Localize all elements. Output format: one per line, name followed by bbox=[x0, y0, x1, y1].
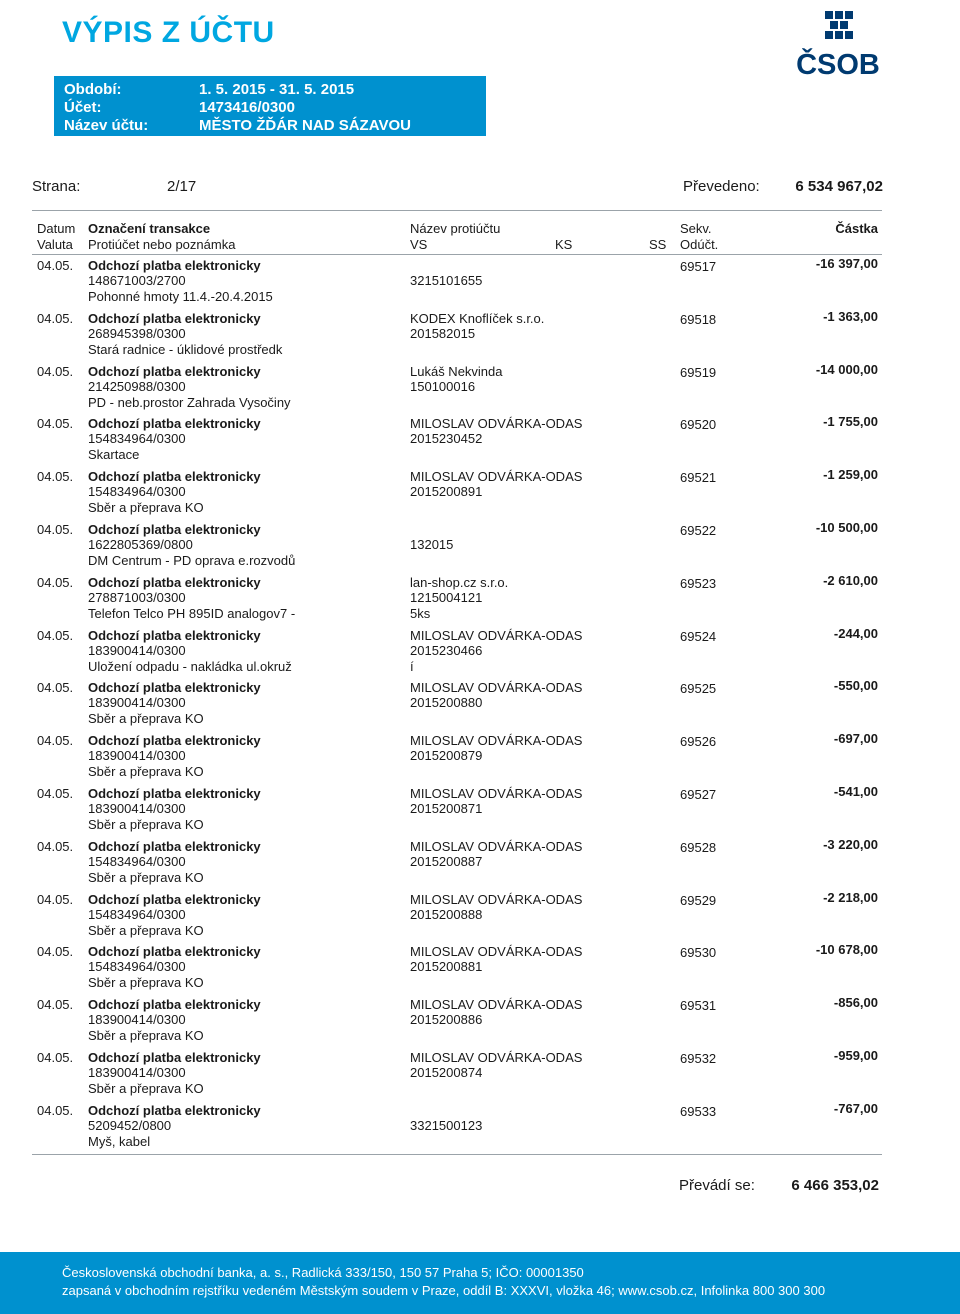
row-counterparty-name: MILOSLAV ODVÁRKA-ODAS bbox=[410, 469, 583, 485]
row-transaction-type: Odchozí platba elektronicky bbox=[88, 1102, 261, 1118]
table-divider-end bbox=[32, 1154, 882, 1155]
row-counterparty-name: MILOSLAV ODVÁRKA-ODAS bbox=[410, 416, 583, 432]
carry-over-value: 6 534 967,02 bbox=[795, 178, 883, 195]
row-counter-account: 154834964/0300 bbox=[88, 959, 186, 975]
row-note: Sběr a přeprava KO bbox=[88, 975, 204, 991]
row-date: 04.05. bbox=[37, 310, 74, 326]
row-vs: 2015230452 bbox=[410, 431, 483, 447]
table-row bbox=[0, 995, 960, 1048]
table-row bbox=[0, 414, 960, 467]
row-amount: -16 397,00 bbox=[815, 256, 878, 271]
footer-line-2: zapsaná v obchodním rejstříku vedeném Městským soudem v Praze, oddíl B: XXXVI, vložka 46; www.csob.cz, Infolinka 800 300 300 bbox=[62, 1283, 826, 1298]
row-vs: 2015200888 bbox=[410, 906, 483, 922]
row-date: 04.05. bbox=[37, 891, 74, 907]
row-transaction-type: Odchozí platba elektronicky bbox=[88, 1049, 261, 1065]
row-counter-account: 183900414/0300 bbox=[88, 642, 186, 658]
row-transaction-type: Odchozí platba elektronicky bbox=[88, 521, 261, 537]
row-counterparty-name: MILOSLAV ODVÁRKA-ODAS bbox=[410, 785, 583, 801]
row-counter-account: 214250988/0300 bbox=[88, 378, 186, 394]
row-counter-account: 154834964/0300 bbox=[88, 906, 186, 922]
row-note: Stará radnice - úklidové prostředk bbox=[88, 341, 283, 357]
row-transaction-type: Odchozí platba elektronicky bbox=[88, 416, 261, 432]
row-amount: -1 755,00 bbox=[823, 414, 878, 430]
row-sequence: 69520 bbox=[680, 417, 717, 433]
row-date: 04.05. bbox=[37, 627, 74, 643]
row-counterparty-name: MILOSLAV ODVÁRKA-ODAS bbox=[410, 944, 583, 960]
row-date: 04.05. bbox=[37, 944, 74, 960]
row-counter-account: 5209452/0800 bbox=[88, 1117, 172, 1133]
row-amount: -3 220,00 bbox=[823, 836, 878, 852]
row-note: Sběr a přeprava KO bbox=[88, 1080, 204, 1096]
row-transaction-type: Odchozí platba elektronicky bbox=[88, 680, 261, 696]
row-date: 04.05. bbox=[37, 733, 74, 749]
col-sekv: Sekv. bbox=[680, 221, 712, 236]
row-sequence: 69523 bbox=[680, 575, 717, 591]
row-transaction-type: Odchozí platba elektronicky bbox=[88, 838, 261, 854]
row-amount: -10 678,00 bbox=[815, 942, 878, 958]
row-sequence: 69517 bbox=[680, 259, 717, 274]
row-transaction-type: Odchozí platba elektronicky bbox=[88, 997, 261, 1013]
row-sequence: 69524 bbox=[680, 628, 717, 644]
table-row bbox=[0, 520, 960, 573]
footer-line-1: Československá obchodní banka, a. s., Radlická 333/150, 150 57 Praha 5; IČO: 00001350 bbox=[62, 1265, 584, 1280]
account-info-box bbox=[54, 76, 486, 136]
row-note: Telefon Telco PH 895ID analogov7 - bbox=[88, 605, 296, 621]
row-amount: -14 000,00 bbox=[815, 361, 878, 377]
row-vs: 2015200880 bbox=[410, 695, 483, 711]
bank-footer bbox=[0, 1252, 960, 1314]
logo-text: ČSOB bbox=[796, 49, 880, 78]
row-vs: 2015200887 bbox=[410, 853, 483, 869]
account-row bbox=[64, 99, 295, 116]
table-row bbox=[0, 573, 960, 626]
row-counter-account: 154834964/0300 bbox=[88, 853, 186, 869]
table-row bbox=[0, 890, 960, 943]
row-vs: 3215101655 bbox=[410, 273, 483, 288]
row-note: Sběr a přeprava KO bbox=[88, 764, 204, 780]
row-vs: 2015200891 bbox=[410, 484, 483, 500]
row-vs: 2015200871 bbox=[410, 800, 483, 816]
table-row bbox=[0, 1101, 960, 1154]
col-protiucet: Protiúčet nebo poznámka bbox=[88, 237, 236, 252]
row-counterparty-name: lan-shop.cz s.r.o. bbox=[410, 574, 509, 590]
table-row bbox=[0, 626, 960, 679]
row-vs: 201582015 bbox=[410, 325, 476, 341]
period-value: 1. 5. 2015 - 31. 5. 2015 bbox=[199, 81, 355, 98]
row-counterparty-name: Lukáš Nekvinda bbox=[410, 363, 503, 379]
row-sequence: 69532 bbox=[680, 1050, 717, 1066]
document-title: VÝPIS Z ÚČTU bbox=[62, 16, 275, 49]
row-counter-account: 148671003/2700 bbox=[88, 273, 186, 288]
row-note: Sběr a přeprava KO bbox=[88, 816, 204, 832]
page-number: 2/17 bbox=[167, 178, 197, 195]
table-row bbox=[0, 362, 960, 415]
col-castka: Částka bbox=[835, 221, 878, 236]
account-name-value: MĚSTO ŽĎÁR NAD SÁZAVOU bbox=[199, 117, 411, 134]
col-nazev: Název protiúčtu bbox=[410, 221, 501, 236]
table-row bbox=[0, 1048, 960, 1101]
table-row bbox=[0, 784, 960, 837]
row-transaction-type: Odchozí platba elektronicky bbox=[88, 891, 261, 907]
row-note: Myš, kabel bbox=[88, 1133, 151, 1149]
account-value: 1473416/0300 bbox=[199, 99, 295, 116]
row-sequence: 69526 bbox=[680, 734, 717, 750]
row-sequence: 69527 bbox=[680, 786, 717, 802]
row-amount: -2 610,00 bbox=[823, 572, 878, 588]
row-note: Uložení odpadu - nakládka ul.okruž bbox=[88, 658, 292, 674]
account-label: Účet: bbox=[64, 99, 102, 116]
row-transaction-type: Odchozí platba elektronicky bbox=[88, 785, 261, 801]
row-counterparty-name: MILOSLAV ODVÁRKA-ODAS bbox=[410, 891, 583, 907]
header-divider-bottom bbox=[32, 254, 882, 255]
row-amount: -550,00 bbox=[833, 678, 878, 694]
row-vs: 150100016 bbox=[410, 378, 476, 394]
row-vs: 2015230466 bbox=[410, 642, 483, 658]
row-sequence: 69525 bbox=[680, 681, 717, 697]
row-amount: -2 218,00 bbox=[823, 889, 878, 905]
row-counter-account: 154834964/0300 bbox=[88, 431, 186, 447]
row-counterparty-name: MILOSLAV ODVÁRKA-ODAS bbox=[410, 997, 583, 1013]
row-sequence: 69519 bbox=[680, 364, 717, 380]
row-note: Sběr a přeprava KO bbox=[88, 1028, 204, 1044]
row-transaction-type: Odchozí platba elektronicky bbox=[88, 574, 261, 590]
row-vs: 2015200881 bbox=[410, 959, 483, 975]
row-sequence: 69533 bbox=[680, 1103, 717, 1119]
row-counter-account: 278871003/0300 bbox=[88, 589, 186, 605]
table-row bbox=[0, 837, 960, 890]
row-counter-account: 1622805369/0800 bbox=[88, 536, 193, 552]
table-row bbox=[0, 942, 960, 995]
row-note: Skartace bbox=[88, 447, 140, 463]
row-amount: -1 363,00 bbox=[823, 308, 878, 324]
table-row bbox=[0, 731, 960, 784]
period-label: Období: bbox=[64, 81, 122, 98]
row-amount: -959,00 bbox=[833, 1047, 878, 1063]
row-note: PD - neb.prostor Zahrada Vysočiny bbox=[88, 394, 291, 410]
row-amount: -244,00 bbox=[833, 625, 878, 641]
row-sequence: 69531 bbox=[680, 998, 717, 1014]
row-vs: 2015200874 bbox=[410, 1064, 483, 1080]
row-sequence: 69521 bbox=[680, 470, 717, 486]
row-transaction-type: Odchozí platba elektronicky bbox=[88, 733, 261, 749]
row-date: 04.05. bbox=[37, 838, 74, 854]
row-counterparty-name: MILOSLAV ODVÁRKA-ODAS bbox=[410, 838, 583, 854]
row-counter-account: 183900414/0300 bbox=[88, 1064, 186, 1080]
row-date: 04.05. bbox=[37, 521, 74, 537]
row-note-continued: í bbox=[410, 658, 414, 674]
row-note: DM Centrum - PD oprava e.rozvodů bbox=[88, 552, 296, 568]
row-date: 04.05. bbox=[37, 469, 74, 485]
row-amount: -856,00 bbox=[833, 995, 878, 1011]
col-ks: KS bbox=[555, 237, 573, 252]
col-oznaceni: Označení transakce bbox=[88, 221, 211, 236]
row-date: 04.05. bbox=[37, 785, 74, 801]
col-datum: Datum bbox=[37, 221, 76, 236]
row-date: 04.05. bbox=[37, 363, 74, 379]
row-note: Sběr a přeprava KO bbox=[88, 922, 204, 938]
col-ss: SS bbox=[649, 237, 667, 252]
row-amount: -767,00 bbox=[833, 1100, 878, 1116]
col-valuta: Valuta bbox=[37, 237, 73, 252]
row-transaction-type: Odchozí platba elektronicky bbox=[88, 363, 261, 379]
row-sequence: 69522 bbox=[680, 522, 717, 538]
row-amount: -10 500,00 bbox=[815, 519, 878, 535]
account-name-row bbox=[64, 117, 411, 134]
row-vs: 1215004121 bbox=[410, 589, 483, 605]
row-note: Sběr a přeprava KO bbox=[88, 500, 204, 516]
row-vs: 3321500123 bbox=[410, 1117, 483, 1133]
table-row bbox=[0, 467, 960, 520]
row-counter-account: 183900414/0300 bbox=[88, 1012, 186, 1028]
row-vs: 2015200879 bbox=[410, 748, 483, 764]
table-row bbox=[0, 678, 960, 731]
row-date: 04.05. bbox=[37, 258, 74, 273]
row-sequence: 69529 bbox=[680, 892, 717, 908]
row-date: 04.05. bbox=[37, 574, 74, 590]
row-date: 04.05. bbox=[37, 680, 74, 696]
row-transaction-type: Odchozí platba elektronicky bbox=[88, 258, 261, 273]
row-date: 04.05. bbox=[37, 416, 74, 432]
table-row bbox=[0, 256, 960, 309]
row-counterparty-name: MILOSLAV ODVÁRKA-ODAS bbox=[410, 680, 583, 696]
row-counterparty-name: MILOSLAV ODVÁRKA-ODAS bbox=[410, 1049, 583, 1065]
row-transaction-type: Odchozí platba elektronicky bbox=[88, 469, 261, 485]
row-transaction-type: Odchozí platba elektronicky bbox=[88, 944, 261, 960]
carry-over-label: Převedeno: bbox=[683, 178, 760, 195]
row-note: Pohonné hmoty 11.4.-20.4.2015 bbox=[88, 289, 273, 304]
row-date: 04.05. bbox=[37, 1102, 74, 1118]
row-vs: 2015200886 bbox=[410, 1012, 483, 1028]
row-date: 04.05. bbox=[37, 1049, 74, 1065]
col-oducet: Odúčt. bbox=[680, 237, 719, 252]
row-counterparty-name: MILOSLAV ODVÁRKA-ODAS bbox=[410, 627, 583, 643]
account-name-label: Název účtu: bbox=[64, 117, 149, 134]
row-note-continued: 5ks bbox=[410, 605, 431, 621]
row-vs: 132015 bbox=[410, 536, 454, 552]
row-sequence: 69518 bbox=[680, 311, 717, 327]
transaction-list bbox=[0, 256, 960, 1154]
row-transaction-type: Odchozí platba elektronicky bbox=[88, 310, 261, 326]
row-counter-account: 268945398/0300 bbox=[88, 325, 186, 341]
row-note: Sběr a přeprava KO bbox=[88, 711, 204, 727]
table-row bbox=[0, 309, 960, 362]
row-note: Sběr a přeprava KO bbox=[88, 869, 204, 885]
row-sequence: 69530 bbox=[680, 945, 717, 961]
period-row bbox=[64, 81, 355, 98]
row-sequence: 69528 bbox=[680, 839, 717, 855]
col-vs: VS bbox=[410, 237, 428, 252]
row-counterparty-name: MILOSLAV ODVÁRKA-ODAS bbox=[410, 733, 583, 749]
row-date: 04.05. bbox=[37, 997, 74, 1013]
row-counter-account: 154834964/0300 bbox=[88, 484, 186, 500]
row-counter-account: 183900414/0300 bbox=[88, 695, 186, 711]
row-counterparty-name: KODEX Knoflíček s.r.o. bbox=[410, 310, 545, 326]
row-counter-account: 183900414/0300 bbox=[88, 748, 186, 764]
row-counter-account: 183900414/0300 bbox=[88, 800, 186, 816]
row-amount: -697,00 bbox=[833, 731, 878, 747]
row-amount: -1 259,00 bbox=[823, 467, 878, 483]
page-label: Strana: bbox=[32, 178, 81, 195]
total-value: 6 466 353,02 bbox=[791, 1177, 879, 1194]
row-transaction-type: Odchozí platba elektronicky bbox=[88, 627, 261, 643]
row-amount: -541,00 bbox=[833, 783, 878, 799]
csob-logo bbox=[788, 8, 888, 78]
header-divider-top bbox=[32, 210, 882, 211]
total-label: Převádí se: bbox=[679, 1177, 755, 1194]
